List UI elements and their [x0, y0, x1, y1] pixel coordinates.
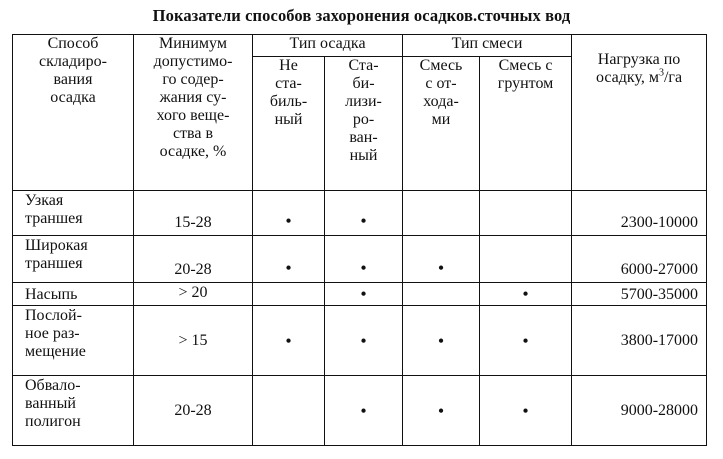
row-mix-waste-mark: •: [403, 376, 480, 446]
row-mix-waste-mark: [403, 191, 480, 236]
row-mix-waste-mark: •: [403, 306, 480, 376]
header-mix-soil: Смесь с грунтом: [480, 57, 572, 191]
row-min-solids: > 15: [134, 306, 253, 376]
row-load: 3800-17000: [572, 306, 707, 376]
row-mix-soil-mark: [480, 191, 572, 236]
row-stabilized-mark: •: [325, 376, 403, 446]
row-mix-soil-mark: •: [480, 376, 572, 446]
row-unstable-mark: •: [253, 191, 325, 236]
row-mix-soil-mark: [480, 236, 572, 283]
row-min-solids: 20-28: [134, 376, 253, 446]
header-load-sup: 3: [658, 67, 664, 79]
header-load-text: Нагрузка по осадку, м: [595, 51, 681, 86]
row-load: 2300-10000: [572, 191, 707, 236]
row-load: 5700-35000: [572, 283, 707, 306]
row-unstable-mark: •: [253, 236, 325, 283]
row-load: 6000-27000: [572, 236, 707, 283]
page-title: Показатели способов захоронения осадков.сточных вод: [152, 6, 571, 25]
header-stabilized: Ста- би- лизи- ро- ван- ный: [325, 57, 403, 191]
row-mix-waste-mark: •: [403, 236, 480, 283]
row-stabilized-mark: •: [325, 283, 403, 306]
row-load: 9000-28000: [572, 376, 707, 446]
row-stabilized-mark: •: [325, 191, 403, 236]
row-stabilized-mark: •: [325, 236, 403, 283]
header-method: Способ складиро- вания осадка: [13, 35, 134, 191]
row-unstable-mark: [253, 283, 325, 306]
header-mix-type: Тип смеси: [403, 35, 572, 57]
header-load: [572, 35, 707, 191]
table-row: [13, 283, 707, 306]
row-method: Широкая траншея: [13, 236, 134, 283]
header-sediment-type: Тип осадка: [253, 35, 403, 57]
table-row: [13, 306, 707, 376]
row-mix-soil-mark: •: [480, 306, 572, 376]
row-method: Послой- ное раз- мещение: [13, 306, 134, 376]
row-min-solids: > 20: [134, 283, 253, 306]
table-row: [13, 236, 707, 283]
row-unstable-mark: •: [253, 306, 325, 376]
header-mix-waste: Смесь с от- хода- ми: [403, 57, 480, 191]
row-unstable-mark: [253, 376, 325, 446]
header-min-solids: Минимум допустимо- го содер- жания су- хого веще- ства в осадке, %: [134, 35, 253, 191]
row-min-solids: 15-28: [134, 191, 253, 236]
row-min-solids: 20-28: [134, 236, 253, 283]
table-row: [13, 191, 707, 236]
row-mix-soil-mark: •: [480, 283, 572, 306]
row-stabilized-mark: •: [325, 306, 403, 376]
row-mix-waste-mark: [403, 283, 480, 306]
header-load-unit: /га: [663, 69, 683, 86]
disposal-table: [12, 34, 707, 446]
table-row: [13, 376, 707, 446]
row-method: Обвало- ванный полигон: [13, 376, 134, 446]
header-unstable: Не ста- биль- ный: [253, 57, 325, 191]
row-method: Насыпь: [13, 283, 134, 306]
row-method: Узкая траншея: [13, 191, 134, 236]
